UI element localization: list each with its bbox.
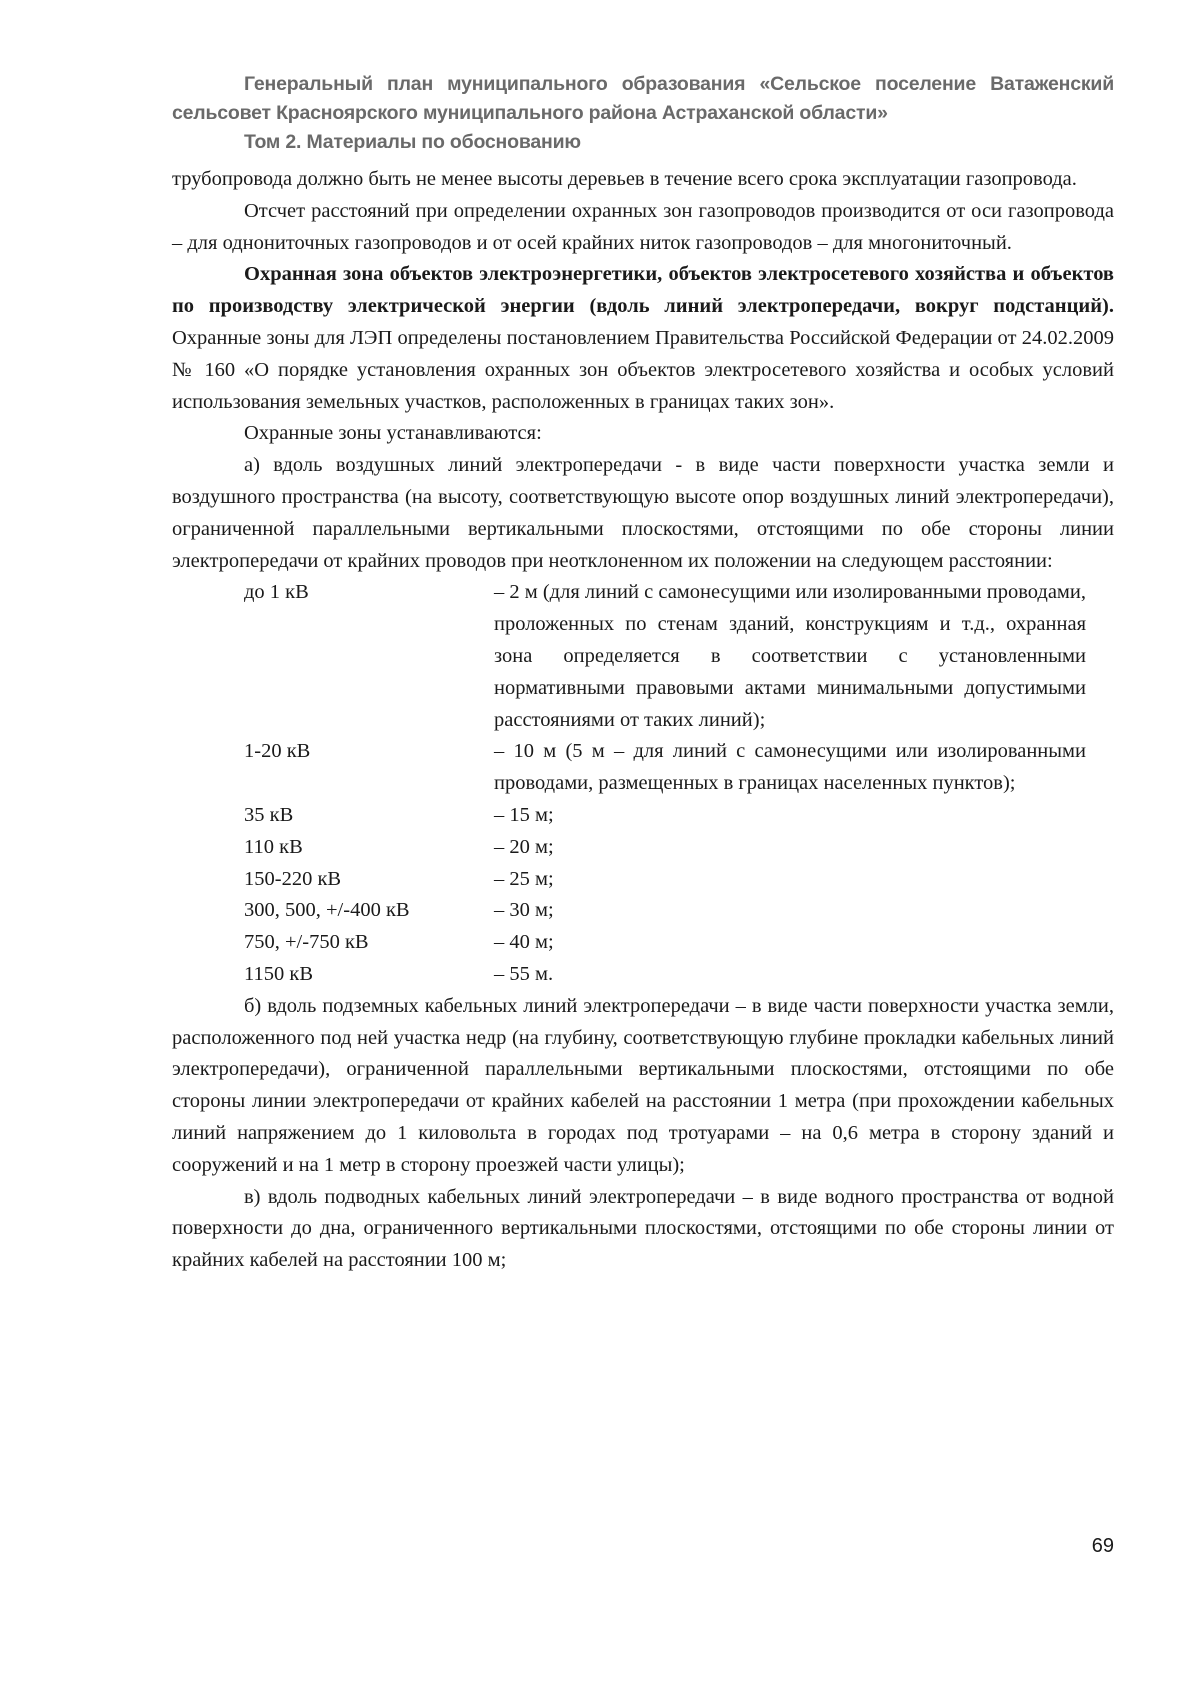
zone-row xyxy=(172,800,1114,832)
zone-distance-table xyxy=(172,577,1114,990)
header-title-line-1: Генеральный план муниципального образования «Сельское поселение Ватаженский xyxy=(244,73,1114,95)
zone-row xyxy=(172,577,1114,736)
paragraph-overhead-lines: а) вдоль воздушных линий электропередачи - в виде части поверхности участка земли и воздушного пространства (на высоту, соответствующую высоте опор воздушных линий электропередачи), ограниченной параллельными вертикальными плоскостями, отстоящими по обе стороны линии электропередачи от крайних проводов при неотклоненном их положении на следующем расстоянии: xyxy=(172,454,1114,572)
zone-distance: – 30 м; xyxy=(494,899,554,922)
zone-voltage: 750, +/-750 кВ xyxy=(244,931,369,954)
paragraph-distance-measurement: Отсчет расстояний при определении охранных зон газопроводов производится от оси газопровода – для однониточных газопроводов и от осей крайних ниток газопроводов – для многониточный. xyxy=(172,199,1114,254)
zone-distance: – 2 м (для линий с самонесущими или изолированными проводами, проложенных по стенам зданий, конструкциям и т.д., охранная зона определяется в соответствии с установленными нормативными правовыми актами минимальными допустимыми расстояниями от таких линий); xyxy=(494,581,1086,731)
zone-distance: – 20 м; xyxy=(494,835,554,858)
zone-voltage: 300, 500, +/-400 кВ xyxy=(244,899,410,922)
zone-voltage: 35 кВ xyxy=(244,803,294,826)
zone-row xyxy=(172,895,1114,927)
zone-row xyxy=(172,832,1114,864)
zone-row xyxy=(172,927,1114,959)
zone-voltage: 110 кВ xyxy=(244,835,303,858)
zone-voltage: 1-20 кВ xyxy=(244,740,311,763)
zone-distance: – 15 м; xyxy=(494,803,554,826)
header-title-line-2: сельсовет Красноярского муниципального района Астраханской области» xyxy=(172,102,888,124)
page-number: 69 xyxy=(1091,1535,1114,1557)
zone-row xyxy=(172,736,1114,800)
paragraph-zones-intro: Охранные зоны устанавливаются: xyxy=(244,422,542,445)
paragraph-continuation: трубопровода должно быть не менее высоты деревьев в течение всего срока эксплуатации газопровода. xyxy=(172,168,1077,190)
zone-row xyxy=(172,864,1114,896)
zone-distance: – 40 м; xyxy=(494,931,554,954)
section-heading-power-zone: Охранная зона объектов электроэнергетики, объектов электросетевого хозяйства и объектов по производству электрической энергии (вдоль линий электропередачи, вокруг подстанций). xyxy=(172,263,1114,318)
zone-voltage: 150-220 кВ xyxy=(244,867,342,890)
header-volume-line: Том 2. Материалы по обоснованию xyxy=(244,131,581,153)
paragraph-underground-cables: б) вдоль подземных кабельных линий электропередачи – в виде части поверхности участка земли, расположенного под ней участка недр (на глубину, соответствующую глубине прокладки кабельных линий электропередачи), ограниченной параллельными вертикальными плоскостями, отстоящими по обе стороны линии электропередачи от крайних кабелей на расстоянии 1 метра (при прохождении кабельных линий напряжением до 1 киловольта в городах под тротуарами – на 0,6 метра в сторону зданий и сооружений и на 1 метр в сторону проезжей части улицы); xyxy=(172,994,1114,1176)
zone-row xyxy=(172,959,1114,991)
zone-voltage: до 1 кВ xyxy=(244,581,309,604)
document-header xyxy=(172,70,1114,157)
document-body xyxy=(172,164,1114,1277)
zone-distance: – 10 м (5 м – для линий с самонесущими или изолированными проводами, размещенных в границах населенных пунктов); xyxy=(494,740,1086,795)
zone-distance: – 55 м. xyxy=(494,962,554,985)
zone-distance: – 25 м; xyxy=(494,867,554,890)
paragraph-power-protection-zone xyxy=(172,259,1114,418)
zone-voltage: 1150 кВ xyxy=(244,962,313,985)
paragraph-power-zone-text: Охранные зоны для ЛЭП определены постановлением Правительства Российской Федерации от 24.02.2009 № 160 «О порядке установления охранных зон объектов электросетевого хозяйства и особых условий использования земельных участков, расположенных в границах таких зон». xyxy=(172,326,1114,413)
paragraph-underwater-cables: в) вдоль подводных кабельных линий электропередачи – в виде водного пространства от водной поверхности до дна, ограниченного вертикальными плоскостями, отстоящими по обе стороны линии от крайних кабелей на расстоянии 100 м; xyxy=(172,1185,1114,1272)
